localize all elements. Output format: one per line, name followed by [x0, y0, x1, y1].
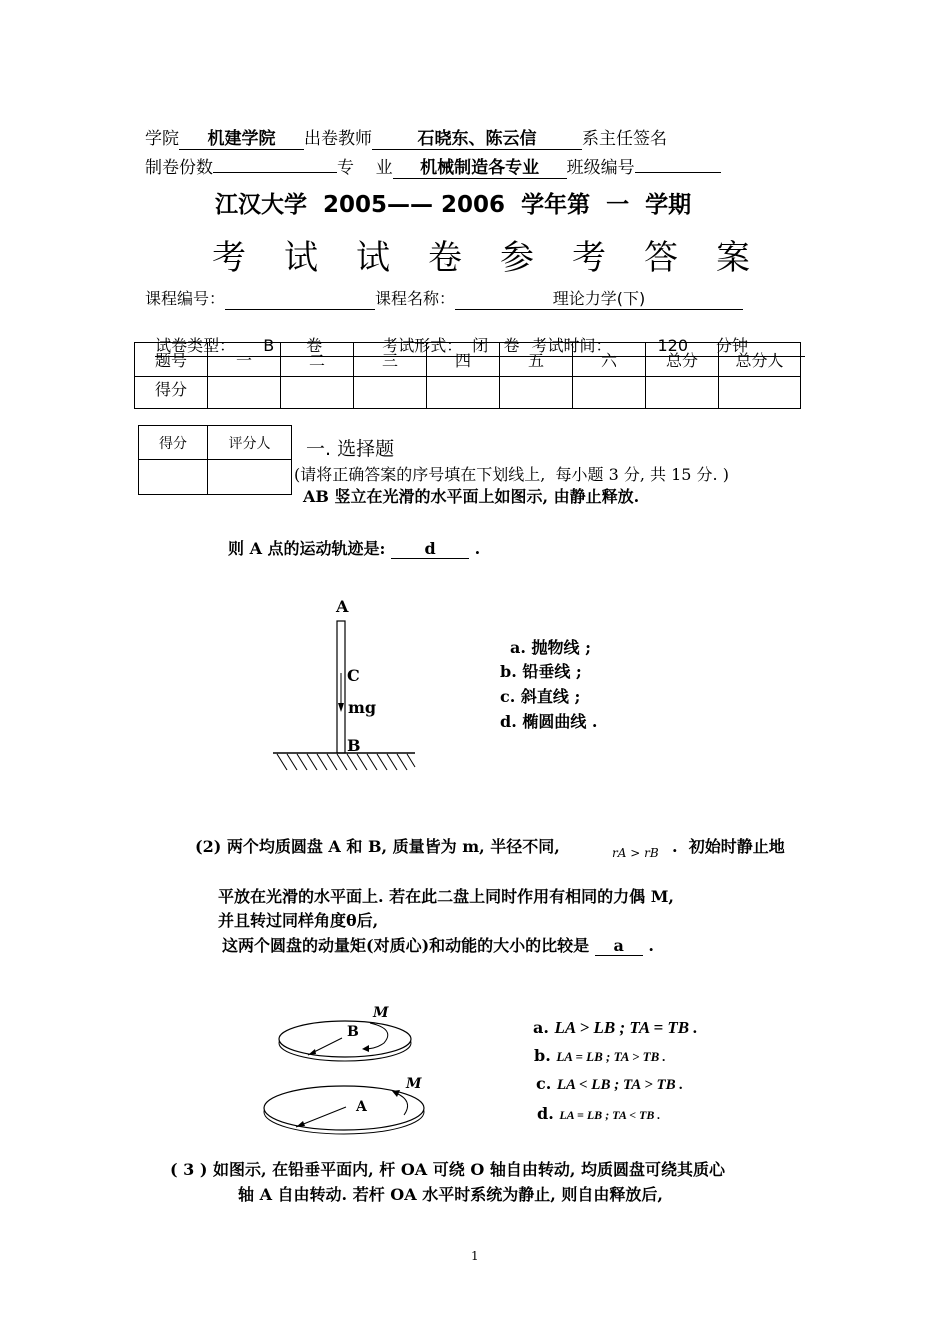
- q2-line1-text: (2) 两个均质圆盘 A 和 B, 质量皆为 m, 半径不同,: [195, 837, 560, 856]
- score-header-cell: 总分: [646, 343, 719, 377]
- q2-line1-end: . 初始时静止地: [672, 837, 785, 856]
- header-line2: [145, 153, 721, 179]
- score-table: [134, 342, 801, 409]
- major-value: 机械制造各专业: [393, 153, 567, 179]
- course-code-blank: [225, 292, 375, 310]
- q2-option-d-expr: LA = LB ; TA < TB .: [559, 1108, 661, 1122]
- q2-option-a-expr: LA > LB ; TA = TB .: [554, 1018, 698, 1037]
- q2-inequality: rA > rB: [612, 846, 659, 860]
- grader-score-cell[interactable]: [139, 460, 208, 495]
- score-cell[interactable]: [208, 377, 281, 409]
- score-table-score-row: [135, 377, 801, 409]
- type-suffix: 卷: [306, 336, 323, 355]
- q2-option-c: [536, 1074, 683, 1094]
- q2-option-c-prefix: c.: [536, 1074, 552, 1093]
- time-label: 考试时间：: [531, 336, 612, 355]
- course-name-value: 理论力学(下): [455, 286, 743, 310]
- teacher-value: 石晓东、陈云信: [372, 124, 582, 150]
- section1-title: 一. 选择题: [306, 438, 395, 460]
- score-cell[interactable]: [573, 377, 646, 409]
- score-cell[interactable]: [427, 377, 500, 409]
- q1-label-b: B: [347, 736, 361, 755]
- q2-option-b-prefix: b.: [534, 1046, 551, 1065]
- q2-option-d: [537, 1104, 660, 1123]
- copies-label: 制卷份数: [145, 158, 213, 178]
- q2-line2: 平放在光滑的水平面上. 若在此二盘上同时作用有相同的力偶 M,: [218, 887, 674, 906]
- q2-line3: 并且转过同样角度θ后,: [218, 911, 379, 930]
- grader-name-cell[interactable]: [208, 460, 292, 495]
- score-cell[interactable]: [719, 377, 801, 409]
- college-value: 机建学院: [179, 124, 304, 150]
- q1-option-c: c. 斜直线 ;: [500, 687, 581, 706]
- q1-ask-text: 则 A 点的运动轨迹是:: [228, 539, 386, 558]
- grader-box: [138, 425, 292, 495]
- score-cell[interactable]: [354, 377, 427, 409]
- section1-instruction: (请将正确答案的序号填在下划线上, 每小题 3 分, 共 15 分. ): [294, 465, 729, 484]
- q2-option-b-expr: LA = LB ; TA > TB .: [556, 1049, 666, 1064]
- course-code-label: 课程编号：: [145, 289, 226, 308]
- exam-title: 考试试卷参考答案: [212, 238, 788, 278]
- q1-label-mg: mg: [348, 698, 377, 717]
- score-header-cell: 四: [427, 343, 500, 377]
- q2-line4-text: 这两个圆盘的动量矩(对质心)和动能的大小的比较是: [222, 936, 590, 955]
- time-value: 120: [657, 336, 689, 355]
- score-cell[interactable]: [281, 377, 354, 409]
- score-header-cell: 题号: [135, 343, 208, 377]
- q1-ask: [228, 536, 480, 559]
- type-value: B: [263, 336, 275, 355]
- university-title: 江汉大学 2005—— 2006 学年第 一 学期: [215, 192, 692, 218]
- q1-label-a: A: [336, 597, 349, 616]
- q1-rod-figure: [265, 595, 425, 775]
- score-header-cell: 一: [208, 343, 281, 377]
- gravity-arrowhead: [338, 703, 344, 712]
- q1-stem: AB 竖立在光滑的水平面上如图示, 由静止释放.: [303, 487, 640, 506]
- form-value: 闭 卷: [472, 336, 520, 355]
- q1-option-b: b. 铅垂线 ;: [500, 662, 582, 681]
- q1-option-d: d. 椭圆曲线 .: [500, 712, 598, 731]
- floor-hatching: [277, 754, 415, 770]
- header-line1: [145, 124, 667, 150]
- q3-line2: 轴 A 自由转动. 若杆 OA 水平时系统为静止, 则自由释放后,: [238, 1185, 663, 1204]
- class-blank: [635, 154, 721, 173]
- score-header-cell: 三: [354, 343, 427, 377]
- page-number: 1: [471, 1249, 479, 1263]
- q1-label-c: C: [347, 666, 360, 685]
- course-name-label: 课程名称：: [375, 289, 456, 308]
- grader-name-label: 评分人: [208, 426, 292, 460]
- score-row-label: 得分: [135, 377, 208, 409]
- score-table-header-row: [135, 343, 801, 377]
- q2-option-a: [533, 1018, 698, 1038]
- college-label: 学院: [145, 129, 179, 149]
- q2-option-c-expr: LA < LB ; TA > TB .: [556, 1077, 684, 1093]
- q3-line1: ( 3 ) 如图示, 在铅垂平面内, 杆 OA 可绕 O 轴自由转动, 均质圆盘可绕其质心: [170, 1160, 725, 1179]
- score-cell[interactable]: [500, 377, 573, 409]
- time-unit: 分钟: [716, 336, 749, 355]
- q2-line1: [195, 834, 560, 857]
- teacher-label: 出卷教师: [304, 129, 372, 149]
- q2-option-d-prefix: d.: [537, 1104, 554, 1123]
- director-label: 系主任签名: [582, 129, 667, 149]
- form-label: 考试形式：: [382, 336, 463, 355]
- score-header-cell: 六: [573, 343, 646, 377]
- q1-option-a: a. 抛物线 ;: [510, 638, 591, 657]
- q1-answer: d: [391, 539, 469, 559]
- disk-b-top: [279, 1021, 411, 1057]
- grader-score-label: 得分: [139, 426, 208, 460]
- type-label: 试卷类型：: [155, 336, 236, 355]
- score-header-cell: 二: [281, 343, 354, 377]
- q2-option-b: [534, 1046, 666, 1065]
- q2-label-m-top: M: [373, 1005, 389, 1021]
- major-label: 专 业: [337, 158, 393, 178]
- class-label: 班级编号: [566, 158, 635, 178]
- score-header-cell: 总分人: [719, 343, 801, 377]
- q2-label-m-bottom: M: [406, 1076, 422, 1092]
- q2-answer: a: [595, 936, 643, 956]
- q2-line4: [222, 933, 654, 956]
- q1-end: .: [474, 539, 481, 558]
- q2-end: .: [648, 936, 654, 955]
- q2-label-b: B: [347, 1024, 359, 1040]
- score-cell[interactable]: [646, 377, 719, 409]
- q2-label-a: A: [356, 1099, 367, 1115]
- score-header-cell: 五: [500, 343, 573, 377]
- q2-option-a-prefix: a.: [533, 1018, 549, 1037]
- copies-blank: [213, 154, 337, 173]
- course-line1: [145, 286, 743, 310]
